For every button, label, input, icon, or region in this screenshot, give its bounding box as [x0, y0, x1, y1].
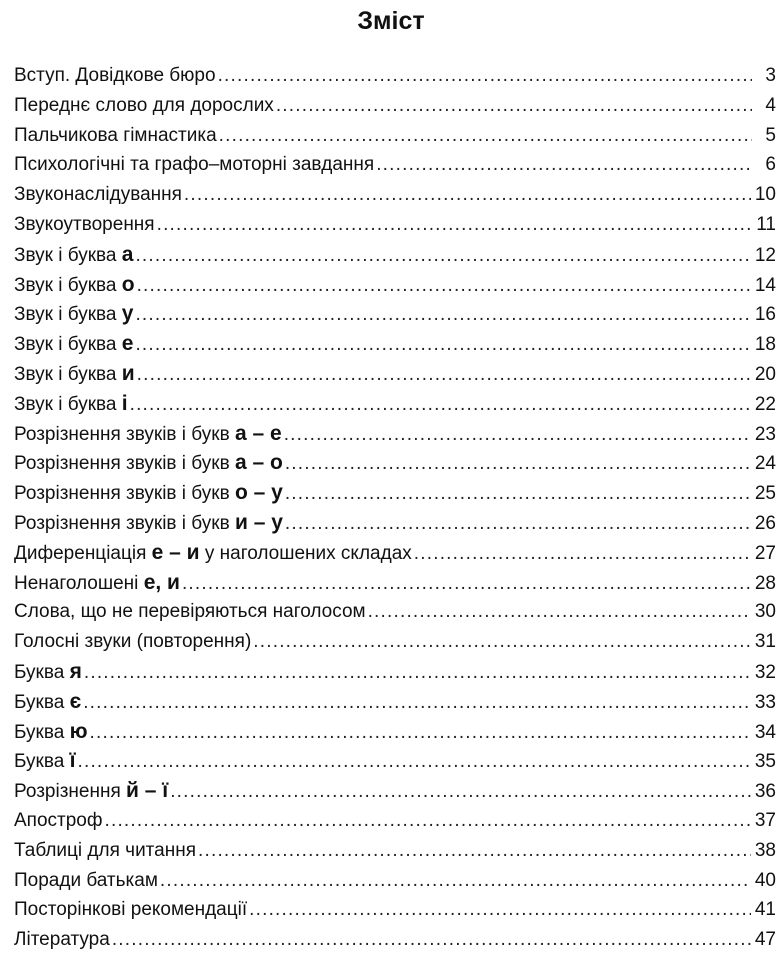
dot-leader	[182, 569, 751, 599]
dot-leader	[253, 627, 751, 657]
dot-leader	[284, 420, 751, 450]
toc-entry-letters: е, и	[143, 570, 180, 594]
toc-entry-title	[14, 657, 82, 688]
dot-leader	[105, 806, 751, 836]
toc-entry-title	[14, 61, 216, 91]
toc-entry-text: Звук і буква	[14, 334, 122, 356]
toc-entry-page-number: 4	[765, 94, 776, 116]
toc-entry	[14, 61, 776, 91]
toc-entry	[14, 478, 776, 508]
toc-entry-text: Звук і буква	[14, 244, 122, 266]
dot-leader	[414, 539, 751, 569]
dot-leader	[78, 747, 751, 777]
toc-entry	[14, 150, 776, 180]
toc-entry	[14, 568, 776, 598]
toc-entry-title	[14, 866, 158, 896]
dot-leader	[137, 360, 751, 390]
toc-entry-text: Буква	[14, 751, 70, 773]
toc-entry-letters: ї	[69, 749, 76, 773]
toc-entry-letters: е – и	[151, 540, 200, 564]
toc-entry	[14, 448, 776, 478]
toc-entry-title	[14, 419, 282, 450]
toc-entry-title	[14, 508, 283, 539]
dot-leader	[157, 210, 752, 240]
toc-entry-title	[14, 687, 81, 718]
toc-entry-text: Розрізнення	[14, 781, 127, 803]
toc-entry-title	[14, 568, 180, 599]
toc-entry-page-number: 16	[754, 304, 776, 326]
dot-leader	[368, 597, 751, 627]
toc-entry-page-number: 25	[754, 483, 776, 505]
toc-entry-title	[14, 627, 251, 657]
toc-entry-title	[14, 121, 217, 151]
toc-entry-page-number: 34	[754, 721, 776, 743]
toc-entry-page-number: 30	[754, 601, 776, 623]
toc-entry-title	[14, 240, 133, 271]
toc-entry-text: Розрізнення звуків і букв	[14, 453, 235, 475]
toc-entry-text: Звуконаслідування	[14, 184, 182, 206]
dot-leader	[276, 91, 752, 121]
toc-entry-page-number: 6	[765, 154, 776, 176]
toc-entry-page-number: 14	[754, 274, 776, 296]
toc-entry-title	[14, 210, 155, 240]
toc-entry-letters: е	[121, 332, 134, 356]
toc-entry-letters: і	[121, 391, 128, 415]
toc-entry-title	[14, 836, 196, 866]
toc-entry-text: Переднє слово для дорослих	[14, 94, 274, 116]
toc-entry	[14, 389, 776, 419]
toc-entry-text: Ненаголошені	[14, 572, 144, 594]
toc-entry-letters: є	[69, 689, 82, 713]
toc-entry-page-number: 20	[754, 363, 776, 385]
dot-leader	[112, 925, 751, 955]
toc-entry-text: Звук і буква	[14, 304, 122, 326]
toc-entry-letters: у	[121, 302, 134, 326]
toc-entry-page-number: 23	[754, 423, 776, 445]
toc-entry-page-number: 12	[754, 244, 776, 266]
toc-entry-text: Звукоутворення	[14, 213, 155, 235]
toc-entry-letters: о	[121, 272, 135, 296]
toc-entry-title	[14, 270, 135, 301]
dot-leader	[285, 509, 751, 539]
toc-entry-text: Література	[14, 929, 110, 951]
page-title: Зміст	[357, 7, 425, 35]
toc-entry-text: Таблиці для читання	[14, 839, 197, 861]
toc-entry-page-number: 41	[754, 899, 776, 921]
toc-entry-page-number: 18	[754, 334, 776, 356]
toc-entry-title	[14, 448, 283, 479]
toc-entry	[14, 180, 776, 210]
table-of-contents	[14, 61, 776, 955]
dot-leader	[135, 241, 750, 271]
toc-entry-text: Звук і буква	[14, 363, 122, 385]
dot-leader	[218, 61, 752, 91]
dot-leader	[130, 390, 751, 420]
dot-leader	[198, 836, 751, 866]
toc-entry-page-number: 47	[754, 929, 776, 951]
toc-entry-title	[14, 150, 374, 180]
toc-entry	[14, 419, 776, 449]
toc-entry	[14, 240, 776, 270]
toc-entry-title	[14, 329, 133, 360]
toc-entry	[14, 925, 776, 955]
toc-entry	[14, 538, 776, 568]
toc-entry-suffix: у наголошених складах	[199, 542, 412, 564]
toc-entry-letters: ю	[69, 719, 88, 743]
toc-entry-title	[14, 359, 135, 390]
dot-leader	[170, 777, 751, 807]
toc-entry-text: Розрізнення звуків і букв	[14, 512, 235, 534]
toc-entry	[14, 717, 776, 747]
toc-entry	[14, 895, 776, 925]
toc-entry-text: Голосні звуки (повторення)	[14, 631, 252, 653]
toc-entry-text: Пальчикова гімнастика	[14, 124, 217, 146]
dot-leader	[184, 180, 751, 210]
toc-entry	[14, 270, 776, 300]
toc-entry-text: Буква	[14, 691, 70, 713]
toc-entry-text: Розрізнення звуків і букв	[14, 423, 235, 445]
toc-entry-text: Розрізнення звуків і букв	[14, 483, 235, 505]
toc-entry	[14, 657, 776, 687]
toc-entry	[14, 329, 776, 359]
toc-entry-page-number: 27	[754, 542, 776, 564]
toc-entry-text: Психологічні та графо–моторні завдання	[14, 154, 375, 176]
dot-leader	[376, 150, 752, 180]
toc-entry-title	[14, 806, 103, 836]
toc-entry	[14, 746, 776, 776]
toc-entry-page-number: 24	[754, 453, 776, 475]
toc-entry-page-number: 3	[765, 65, 776, 86]
toc-entry	[14, 299, 776, 329]
toc-entry	[14, 508, 776, 538]
toc-entry-title	[14, 180, 182, 210]
toc-entry-letters: а – е	[234, 421, 282, 445]
toc-entry-page-number: 40	[754, 869, 776, 891]
toc-entry-title	[14, 776, 168, 807]
toc-entry-text: Поради батькам	[14, 869, 158, 891]
dot-leader	[135, 330, 750, 360]
toc-entry-title	[14, 597, 366, 627]
toc-entry-letters: я	[69, 659, 82, 683]
toc-entry-text: Апостроф	[14, 809, 103, 831]
toc-entry-page-number: 37	[754, 809, 776, 831]
toc-entry-page-number: 11	[756, 213, 776, 235]
toc-entry-page-number: 38	[754, 839, 776, 861]
toc-entry	[14, 776, 776, 806]
dot-leader	[285, 479, 751, 509]
toc-entry-title	[14, 895, 247, 925]
toc-entry-page-number: 22	[754, 393, 776, 415]
dot-leader	[219, 121, 752, 151]
toc-entry-letters: а – о	[234, 451, 283, 475]
toc-entry-text: Вступ. Довідкове бюро	[14, 65, 216, 86]
toc-entry-text: Буква	[14, 661, 70, 683]
dot-leader	[285, 449, 751, 479]
toc-entry-text: Диференціація	[14, 542, 152, 564]
toc-entry-text: Посторінкові рекомендації	[14, 899, 248, 921]
toc-entry-page-number: 26	[754, 512, 776, 534]
toc-entry-text: Звук і буква	[14, 393, 122, 415]
toc-entry-title	[14, 299, 133, 330]
toc-entry	[14, 806, 776, 836]
toc-entry	[14, 687, 776, 717]
toc-entry	[14, 91, 776, 121]
toc-entry-page-number: 32	[754, 661, 776, 683]
dot-leader	[83, 688, 751, 718]
toc-entry	[14, 627, 776, 657]
dot-leader	[249, 895, 751, 925]
toc-entry	[14, 359, 776, 389]
toc-entry-text: Слова, що не перевіряються наголосом	[14, 601, 366, 623]
dot-leader	[90, 718, 751, 748]
toc-entry-title	[14, 538, 412, 569]
toc-entry-text: Буква	[14, 721, 70, 743]
dot-leader	[137, 271, 751, 301]
toc-entry-title	[14, 925, 110, 955]
toc-entry-text: Звук і буква	[14, 274, 122, 296]
toc-entry	[14, 121, 776, 151]
toc-entry	[14, 866, 776, 896]
toc-entry	[14, 836, 776, 866]
toc-entry-page-number: 5	[765, 124, 776, 146]
toc-entry-letters: и – у	[234, 510, 283, 534]
dot-leader	[135, 300, 750, 330]
toc-entry-title	[14, 478, 283, 509]
toc-entry-letters: а	[121, 242, 134, 266]
toc-entry-page-number: 10	[754, 184, 776, 206]
toc-entry-page-number: 35	[754, 751, 776, 773]
toc-entry-page-number: 33	[754, 691, 776, 713]
toc-entry-page-number: 36	[754, 781, 776, 803]
toc-entry	[14, 210, 776, 240]
toc-entry-title	[14, 717, 88, 748]
toc-entry-letters: о – у	[234, 481, 283, 505]
toc-entry-page-number: 31	[754, 631, 776, 653]
toc-entry-title	[14, 91, 274, 121]
toc-entry-page-number: 28	[754, 572, 776, 594]
toc-entry-letters: й – ї	[126, 779, 169, 803]
dot-leader	[160, 866, 751, 896]
toc-entry-title	[14, 389, 128, 420]
toc-entry-title	[14, 746, 76, 777]
toc-entry	[14, 597, 776, 627]
dot-leader	[84, 658, 751, 688]
toc-entry-letters: и	[121, 361, 135, 385]
